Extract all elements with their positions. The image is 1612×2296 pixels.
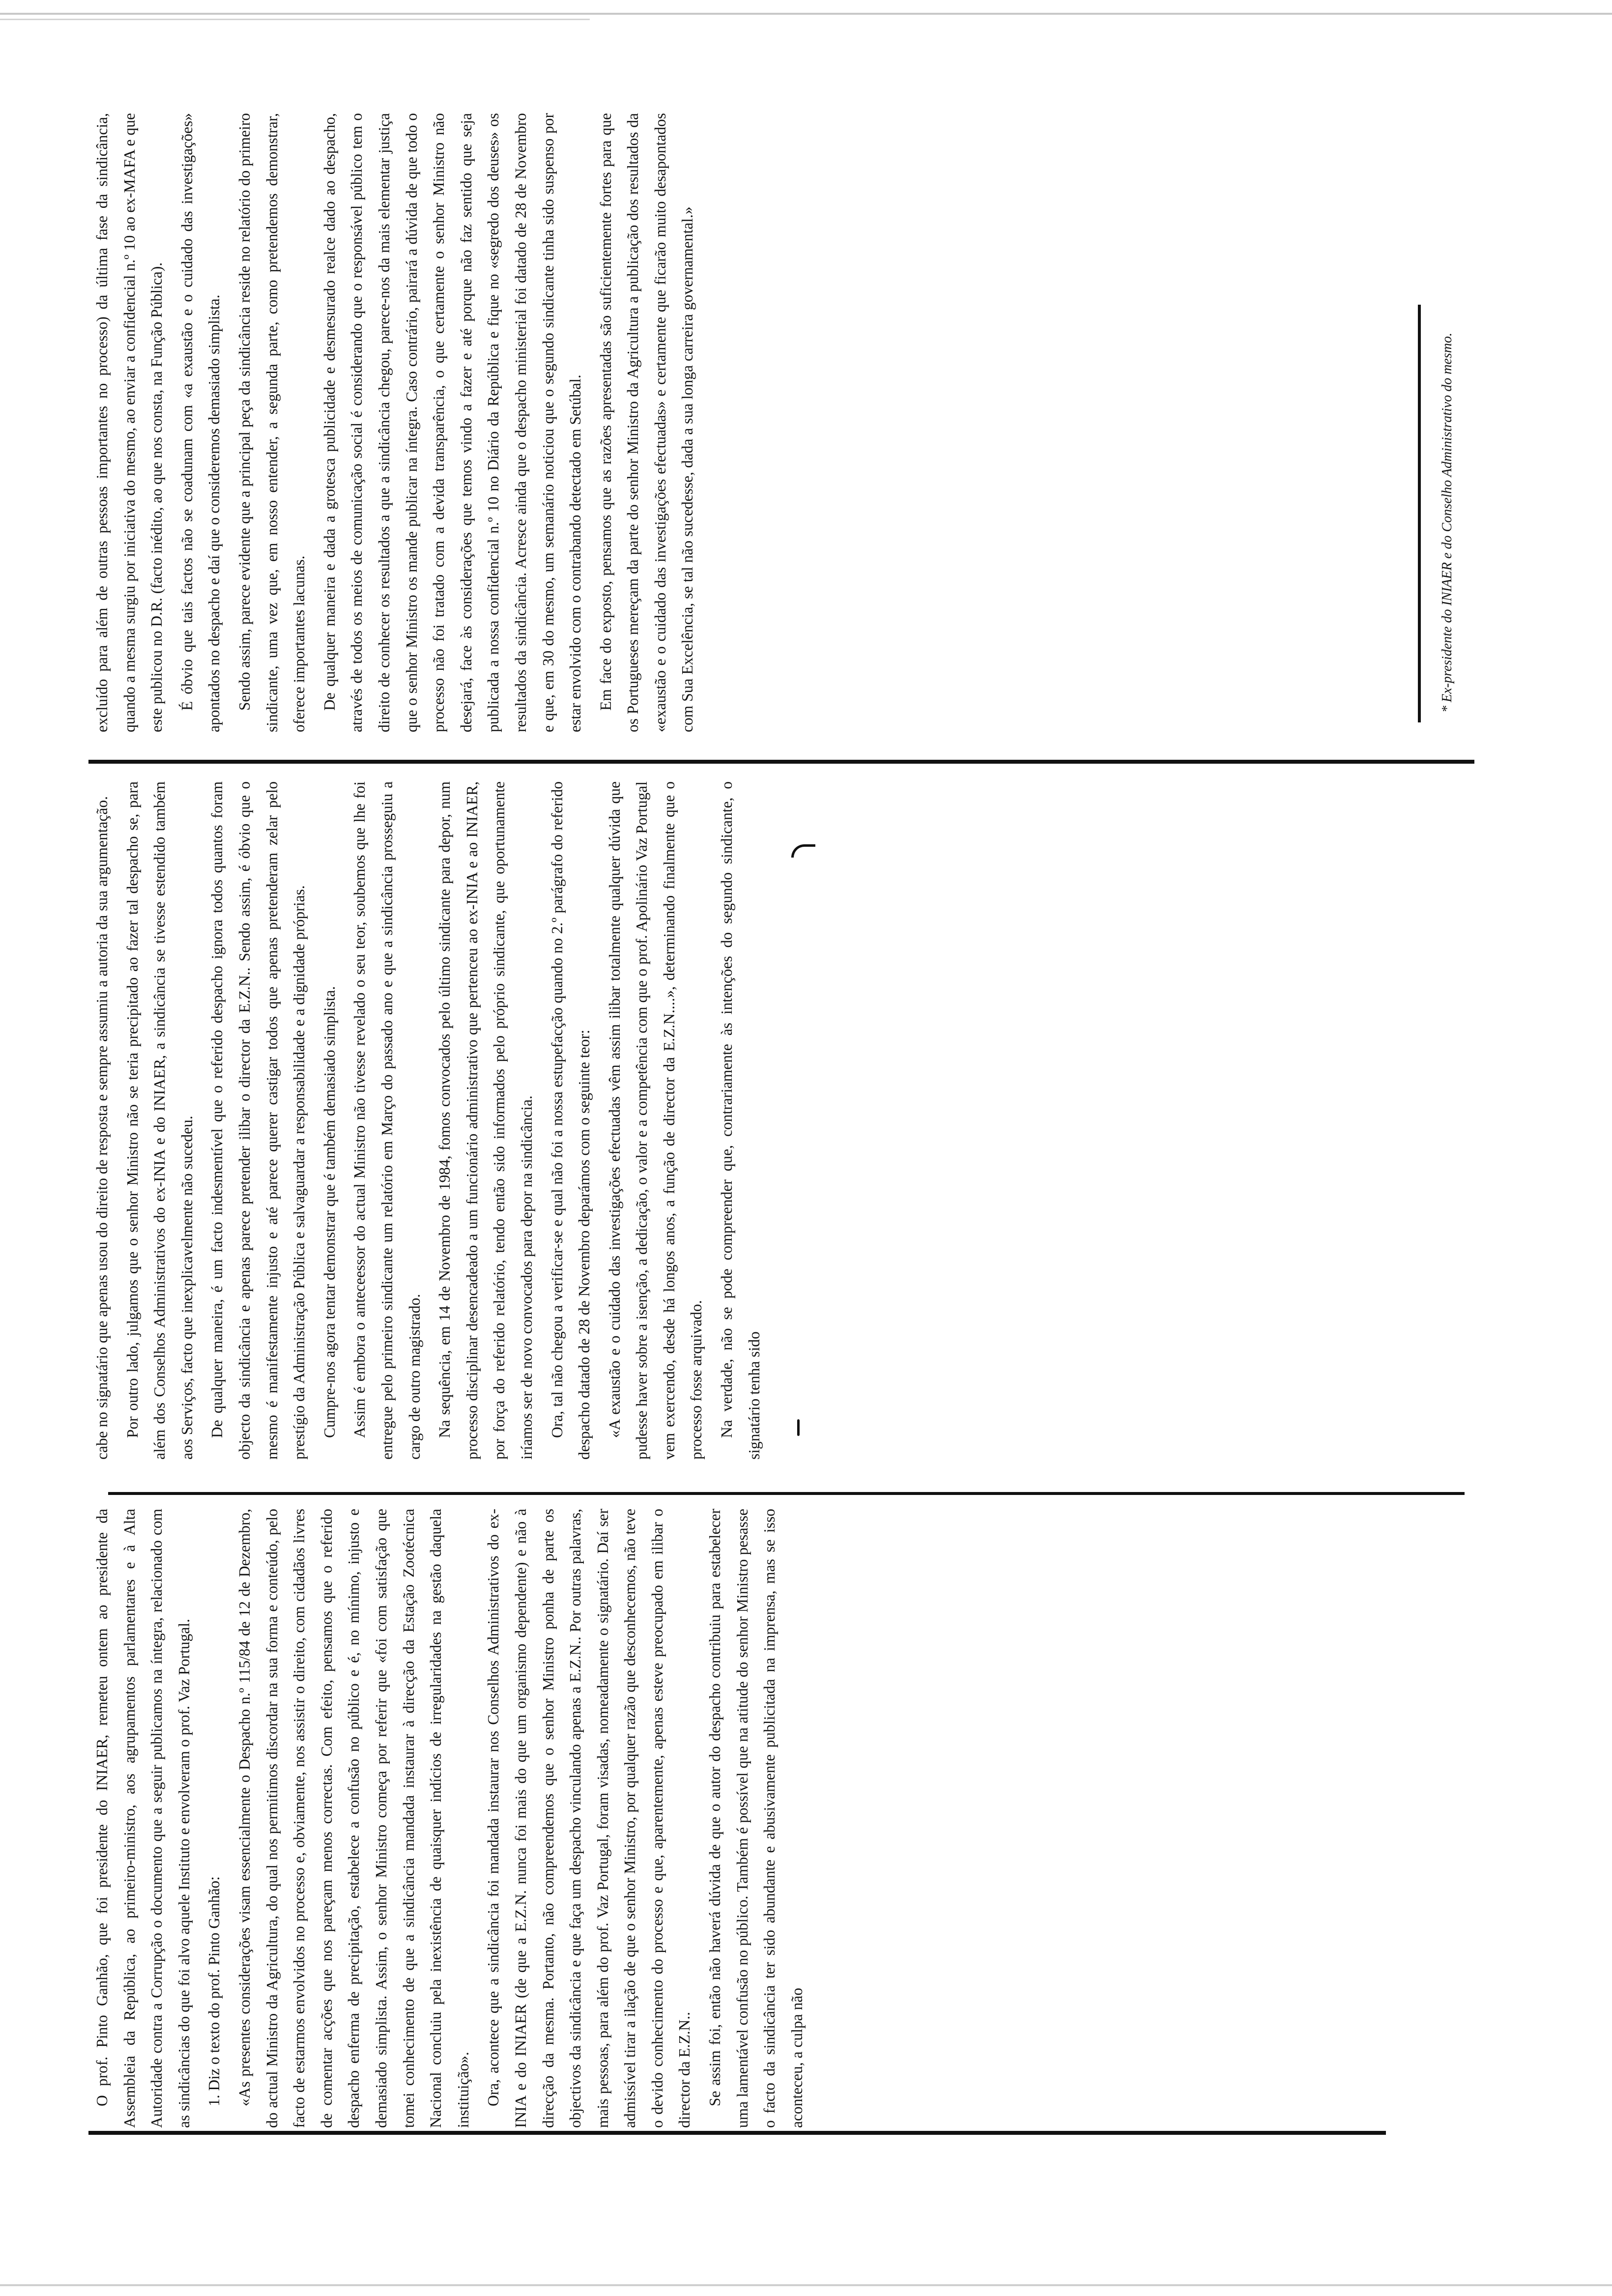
article-paragraph: cabe no signatário que apenas usou do direito de resposta e sempre assumiu a autoria da sua argumentação.: [93, 796, 111, 1460]
article-paragraph: Ora, acontece que a sindicância foi mandada instaurar nos Conselhos Administrativos do ex-INIA e do INIAER (de que a E.Z.N. nunca foi mais do que um organismo dependente) e não à direcção da mesma. Portanto, não compreendemos que o senhor Ministro ponha de parte os objectivos da sindicância e que faça um despacho vinculando apenas a E.Z.N.. Por outras palavras, mais pessoas, para além do prof. Vaz Portugal, foram visadas, nomeadamente o signatário. Daí ser admissível tirar a ilação de que o senhor Ministro, por qualquer razão que desconhecemos, não teve o devido conhecimento do processo e que, aparentemente, apenas esteve preocupado em ilibar o director da E.Z.N..: [485, 1509, 693, 2128]
article-paragraph: De qualquer maneira e dada a grotesca publicidade e desmesurado realce dado ao despacho, através de todos os meios de comunicação social é considerando que o responsável público tem o direito de conhecer os resultados a que a sindicância chegou, parece-nos da mais elementar justiça que o senhor Ministro os mande publicar na íntegra. Caso contrário, pairará a dúvida de que todo o processo não foi tratado com a devida transparência, o que certamente o senhor Ministro não desejará, face às considerações que temos vindo a fazer e até porque não faz sentido que seja publicada a nossa confidencial n.º 10 no Diário da República e fique no «segredo dos deuses» os resultados da sindicância. Acresce ainda que o despacho ministerial foi datado de 28 de Novembro e que, em 30 do mesmo, um semanário noticiou que o segundo sindicante tinha sido suspenso por estar envolvido com o contrabando detectado em Setúbal.: [320, 113, 584, 732]
article-paragraph: «As presentes considerações visam essencialmente o Despacho n.º 115/84 de 12 de Dezembro, do actual Ministro da Agricultura, do qual nos permitimos discordar na sua forma e conteúdo, pelo facto de estarmos envolvidos no processo e, obviamente, nos assistir o direito, com cidadãos livres de comentar acções que nos pareçam menos correctas. Com efeito, pensamos que o referido despacho enferma de precipitação, estabelece a confusão no público e é, no mínimo, injusto e demasiado simplista. Assim, o senhor Ministro começa por referir que «foi com satisfação que tomei conhecimento de que a sindicância mandada instaurar à direcção da Estação Zootécnica Nacional concluiu pela inexistência de quaisquer indícios de irregularidades na gestão daquela instituição».: [235, 1509, 472, 2128]
article-paragraph: excluído para além de outras pessoas importantes no processo) da última fase da sindicância, quando a mesma surgiu por iniciativa do mesmo, ao enviar a confidencial n.º 10 ao ex-MAFA e que este publicou no D.R. (facto inédito, ao que nos consta, na Função Pública).: [93, 113, 166, 732]
article-column-2: [88, 781, 1474, 1460]
article-paragraph: Em face do exposto, pensamos que as razões apresentadas são suficientemente fortes para que os Portugueses mereçam da parte do senhor Ministro da Agricultura a publicação dos resultados da «exaustão e o cuidado das investigações efectuadas» e certamente que ficarão muito desapontados com Sua Excelência, se tal não sucedesse, dada a sua longa carreira governamental.»: [597, 113, 696, 732]
scan-edge-line: [0, 2284, 1612, 2286]
article-paragraph: Por outro lado, julgamos que o senhor Ministro não se teria precipitado ao fazer tal despacho se, para além dos Conselhos Administrativos do ex-INIA e do INIAER, a sindicância se tivesse estendido também aos Serviços, facto que inexplicavelmente não sucedeu.: [123, 781, 196, 1460]
article-paragraph: De qualquer maneira, é um facto indesmentível que o referido despacho ignora todos quantos foram objecto da sindicância e apenas parece pretender ilibar o director da E.Z.N.. Sendo assim, é óbvio que o mesmo é manifestamente injusto e até parece querer castigar todos que apenas pretenderam zelar pelo prestígio da Administração Pública e salvaguardar a responsabilidade e a dignidade próprias.: [208, 781, 308, 1460]
article-column-3: [88, 113, 1474, 732]
footnote-rule: [1418, 305, 1421, 722]
article-paragraph: «A exaustão e o cuidado das investigações efectuadas vêm assim ilibar totalmente qualquer dúvida que pudesse haver sobre a isenção, a dedicação, o valor e a competência com que o prof. Apolinário Vaz Portugal vem exercendo, desde há longos anos, a função de director da E.Z.N....», determinando finalmente que o processo fosse arquivado.: [605, 781, 705, 1460]
article-paragraph: Cumpre-nos agora tentar demonstrar que é também demasiado simplista.: [320, 986, 338, 1438]
article-paragraph: O prof. Pinto Ganhão, que foi presidente do INIAER, remeteu ontem ao presidente da Assembleia da República, ao primeiro-ministro, aos agrupamentos parlamentares e à Alta Autoridade contra a Corrupção o documento que a seguir publicamos na íntegra, relacionado com as sindicâncias do que foi alvo aquele Instituto e envolveram o prof. Vaz Portugal.: [93, 1509, 193, 2128]
author-footnote: * Ex-presidente do INIAER e do Conselho Administrativo do mesmo.: [1439, 333, 1455, 713]
article-column-1: [88, 1509, 1474, 2128]
article-paragraph: 1. Diz o texto do prof. Pinto Ganhão:: [205, 1876, 223, 2106]
article-paragraph: É óbvio que tais factos não se coadunam com «a exaustão e o cuidado das investigações» apontados no despacho e daí que o consideremos demasiado simplista.: [178, 113, 223, 732]
column-rule: [88, 2131, 1386, 2135]
article-paragraph: Sendo assim, parece evidente que a principal peça da sindicância reside no relatório do primeiro sindicante, uma vez que, em nosso entender, a segunda parte, como pretendemos demonstrar, oferece importantes lacunas.: [235, 113, 308, 732]
column-rule: [108, 1492, 1465, 1495]
article-paragraph: Na verdade, não se pode compreender que, contrariamente às intenções do segundo sindicante, o signatário tenha sido: [718, 781, 763, 1460]
scan-edge-line: [0, 13, 1612, 15]
rotated-newspaper-clipping: [88, 113, 1474, 2128]
column-rule: [88, 760, 1474, 764]
article-paragraph: Assim é embora o anteceessor do actual Ministro não tivesse revelado o seu teor, soubemos que lhe foi entregue pelo primeiro sindicante um relatório em Março do passado ano e que a sindicância prosseguiu a cargo de outro magistrado.: [351, 781, 423, 1460]
article-paragraph: Na sequência, em 14 de Novembro de 1984, fomos convocados pelo último sindicante para depor, num processo disciplinar desencadeado a um funcionário administrativo que pertenceu ao ex-INIA e ao INIAER, por força do referido relatório, tendo então sido informados pelo próprio sindicante, que oportunamente iríamos ser de novo convocados para depor na sindicância.: [436, 781, 535, 1460]
scan-edge-line: [0, 19, 590, 20]
article-paragraph: Ora, tal não chegou a verificar-se e qual não foi a nossa estupefacção quando no 2.º parágrafo do referido despacho datado de 28 de Novembro deparámos com o seguinte teor:: [548, 781, 593, 1460]
article-paragraph: Se assim foi, então não haverá dúvida de que o autor do despacho contribuiu para estabelecer uma lamentável confusão no público. Também é possível que na atitude do senhor Ministro pesasse o facto da sindicância ter sido abundante e abusivamente publicitada na imprensa, mas se isso aconteceu, a culpa não: [706, 1509, 806, 2128]
